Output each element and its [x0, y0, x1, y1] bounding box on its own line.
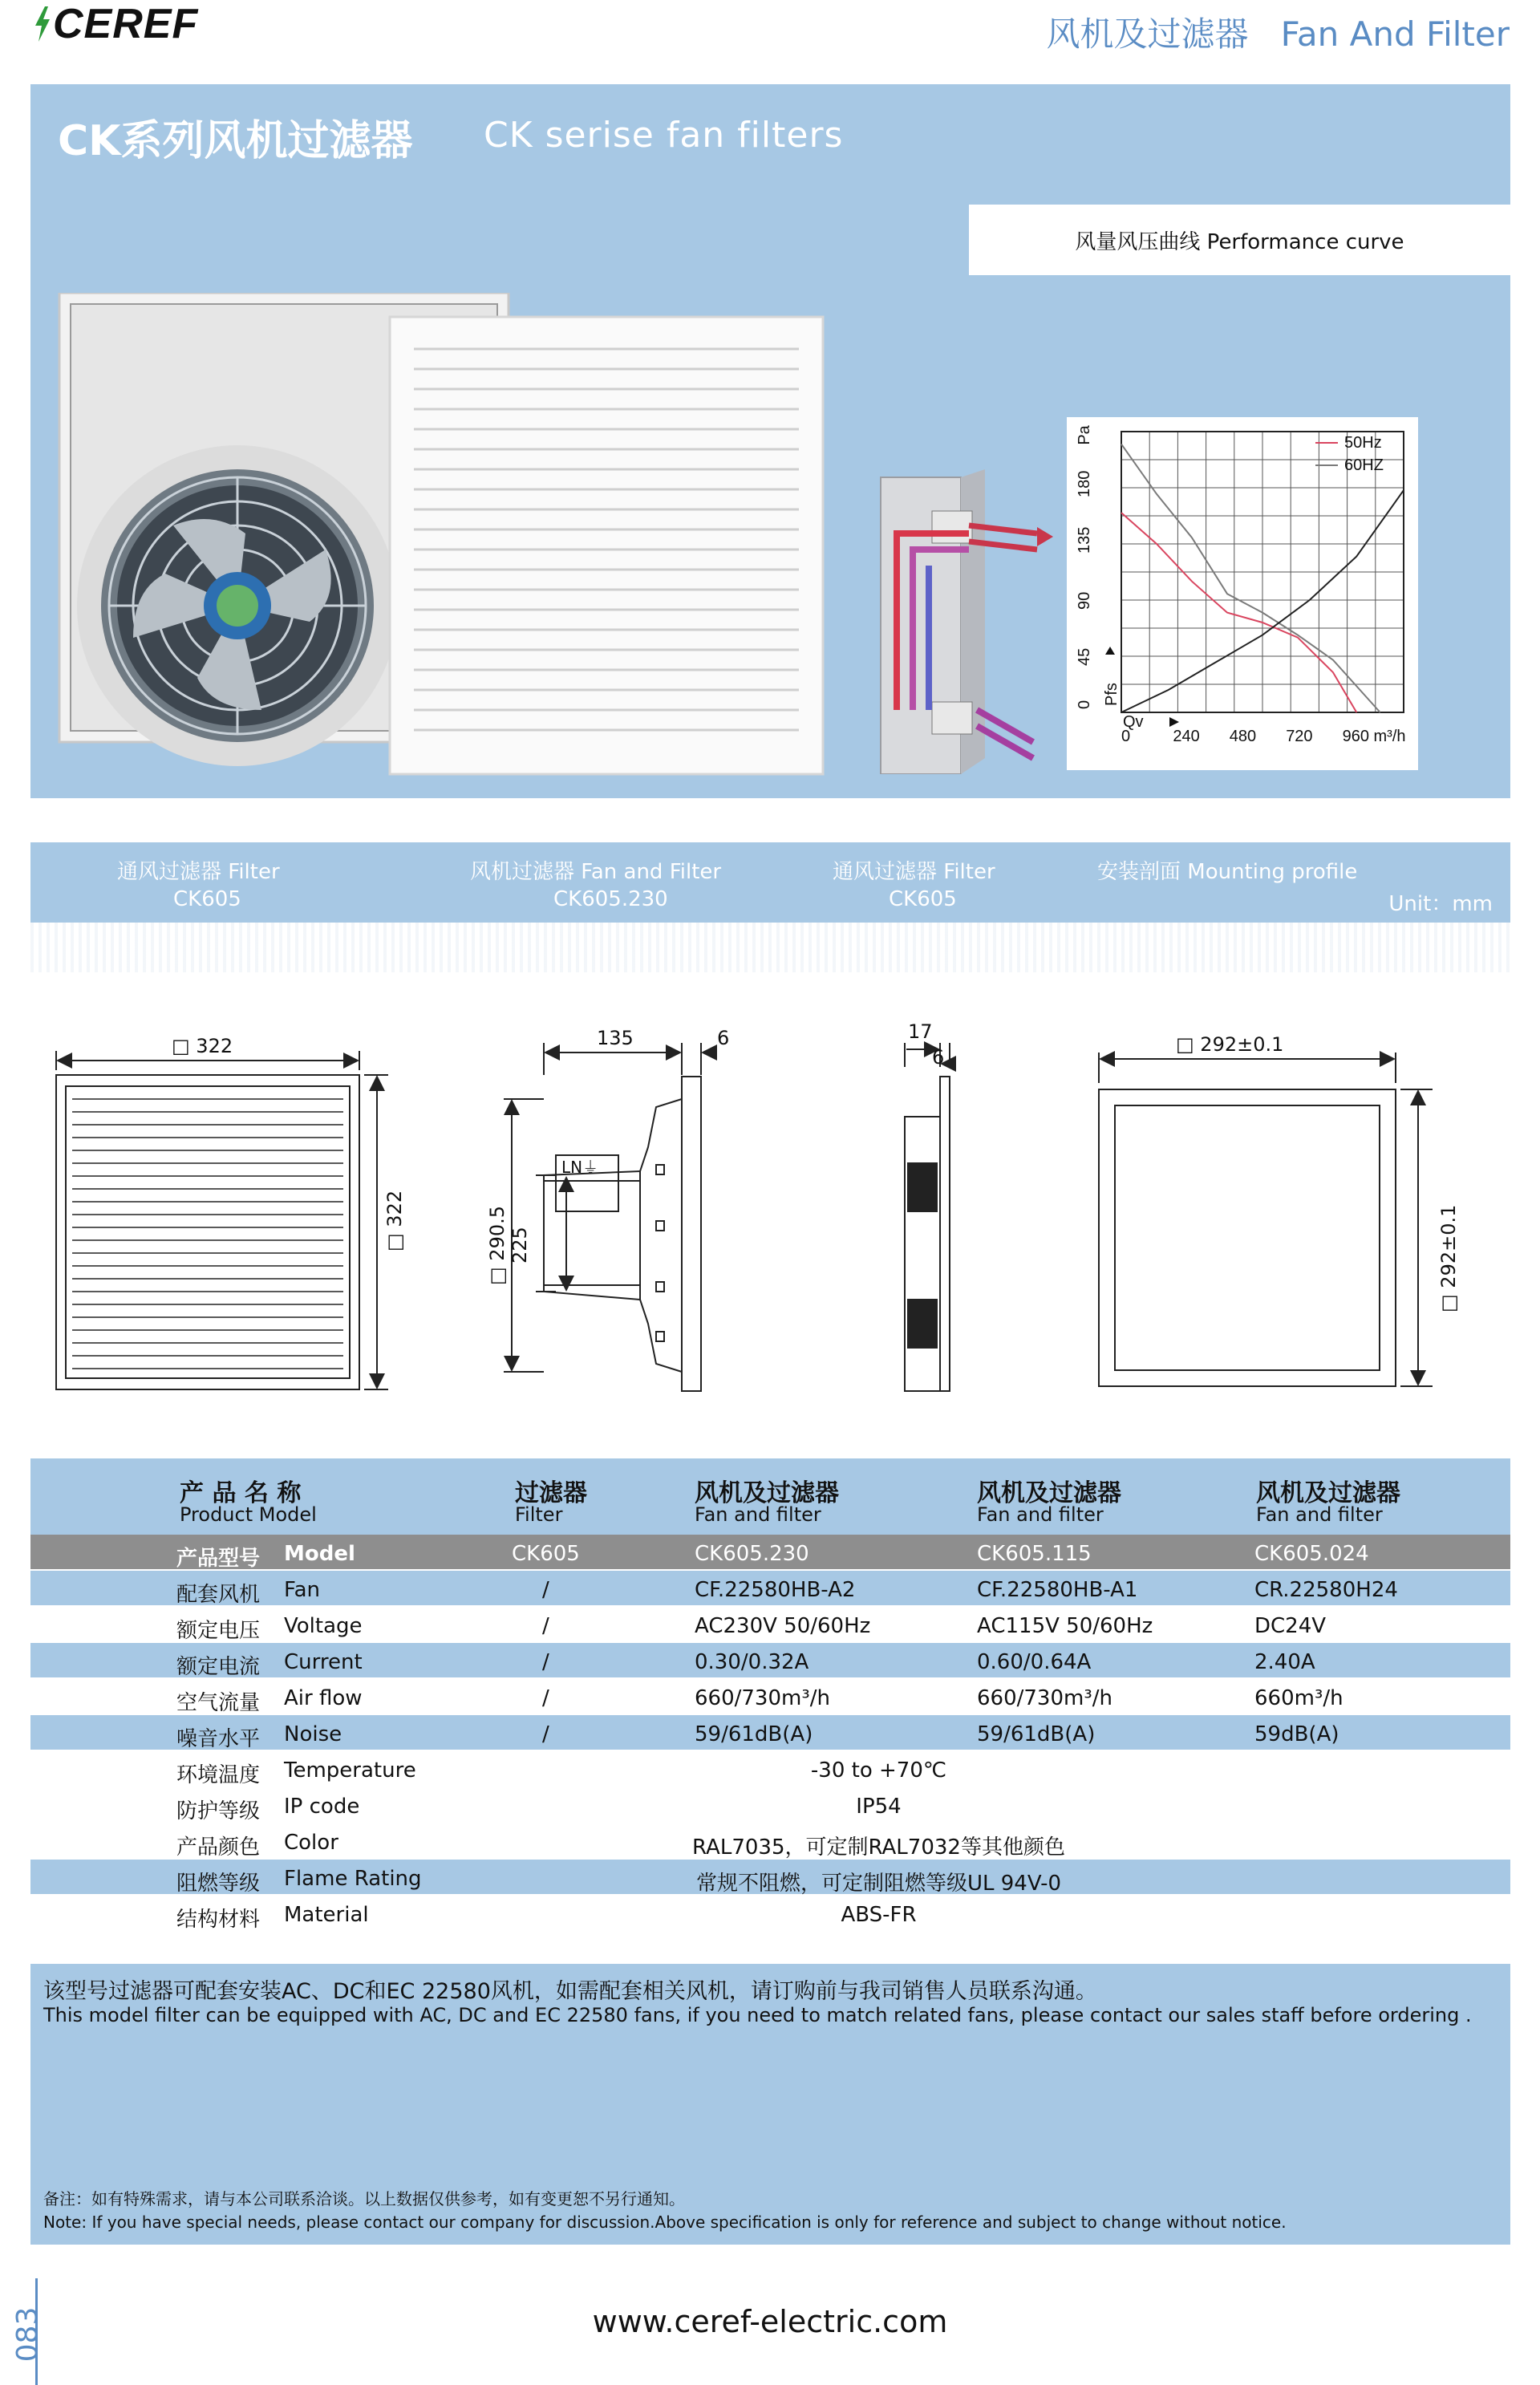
header-col3-cn: 风机及过滤器	[977, 1479, 1121, 1507]
row-label-cn: 配套风机	[176, 1583, 261, 1607]
header-col4-cn: 风机及过滤器	[1256, 1479, 1400, 1507]
dim-cutout-width: □ 292±0.1	[1176, 1033, 1284, 1056]
cell-col4: DC24V	[1254, 1614, 1327, 1638]
dim-fan-depth: 135	[597, 1027, 634, 1049]
row-label-en: Current	[284, 1650, 363, 1674]
row-label-en: Model	[284, 1542, 355, 1566]
y-axis-label: Pfs	[1103, 683, 1121, 706]
table-row	[30, 1896, 1510, 1932]
cell-merged: RAL7035，可定制RAL7032等其他颜色	[692, 1835, 1065, 1860]
cell-col2: 0.30/0.32A	[695, 1650, 809, 1674]
cell-col1: /	[542, 1578, 549, 1602]
table-row	[30, 1860, 1510, 1896]
performance-chart	[1067, 417, 1418, 770]
table-row	[30, 1679, 1510, 1715]
remark-en: Note: If you have special needs, please contact our company for discussion.Above specification is only for reference and subject to change without notice.	[43, 2213, 1287, 2232]
cell-col3: CK605.115	[977, 1542, 1092, 1566]
row-label-cn: 额定电压	[176, 1619, 261, 1643]
page-number: 083	[11, 2306, 44, 2363]
cell-merged: IP54	[856, 1795, 902, 1819]
table-row	[30, 1607, 1510, 1643]
drawing-3-title: 通风过滤器 Filter	[833, 860, 995, 884]
cell-col3: 0.60/0.64A	[977, 1650, 1092, 1674]
series-line-1	[1121, 444, 1380, 712]
technical-drawings	[30, 987, 1510, 1436]
y-tick-label: 45	[1076, 647, 1093, 666]
x-tick-label: 0	[1121, 728, 1131, 745]
header-col3-en: Fan and filter	[977, 1503, 1104, 1526]
cell-col4: 2.40A	[1254, 1650, 1315, 1674]
dim-filter-height: □ 322	[383, 1190, 406, 1251]
decorative-stripe	[30, 923, 1510, 972]
cell-col4: 660m³/h	[1254, 1686, 1343, 1710]
dim-fan-flange: 6	[717, 1027, 730, 1049]
dim-filter-width: □ 322	[172, 1035, 233, 1057]
row-label-en: Voltage	[284, 1614, 363, 1638]
row-label-cn: 额定电流	[176, 1655, 261, 1679]
cell-merged: -30 to +70℃	[810, 1758, 947, 1783]
cell-col1: CK605	[512, 1542, 580, 1566]
cell-col4: CK605.024	[1254, 1542, 1369, 1566]
x-axis-label: Qv	[1123, 713, 1144, 731]
performance-label: 风量风压曲线 Performance curve	[1075, 230, 1404, 254]
row-label-cn: 噪音水平	[176, 1727, 261, 1751]
table-row	[30, 1751, 1510, 1787]
table-row-model	[30, 1535, 1510, 1571]
legend-label: 50Hz	[1344, 434, 1382, 452]
header-product-en: Product Model	[180, 1503, 317, 1526]
terminal-label: LN⏚	[561, 1158, 599, 1177]
row-label-cn: 产品型号	[176, 1547, 261, 1571]
table-row	[30, 1643, 1510, 1679]
row-label-cn: 空气流量	[176, 1691, 261, 1715]
cell-col4: 59dB(A)	[1254, 1722, 1339, 1746]
drawing-header-bar	[30, 842, 1510, 923]
logo-text: CEREF	[53, 1, 199, 47]
row-label-en: IP code	[284, 1795, 360, 1819]
table-row	[30, 1787, 1510, 1823]
y-tick-label: 90	[1076, 591, 1093, 610]
cell-col1: /	[542, 1650, 549, 1674]
table-row	[30, 1823, 1510, 1860]
row-label-en: Temperature	[284, 1758, 416, 1783]
note-cn: 该型号过滤器可配套安装AC、DC和EC 22580风机，如需配套相关风机，请订购前与我司销售人员联系沟通。	[43, 1979, 1097, 2004]
row-label-en: Flame Rating	[284, 1867, 422, 1891]
remark-cn: 备注：如有特殊需求，请与本公司联系洽谈。以上数据仅供参考，如有变更恕不另行通知。	[43, 2189, 685, 2209]
cell-col1: /	[542, 1722, 549, 1746]
dim-fan-outer: □ 290.5	[486, 1205, 509, 1285]
row-label-cn: 防护等级	[176, 1799, 261, 1823]
product-photo	[53, 293, 831, 790]
header-product-cn: 产 品 名 称	[180, 1479, 302, 1507]
lightning-icon	[34, 6, 51, 42]
y-axis-arrow	[1105, 647, 1115, 655]
website-link[interactable]: www.ceref-electric.com	[592, 2304, 948, 2339]
spec-table	[30, 1458, 1510, 1932]
cell-col1: /	[542, 1686, 549, 1710]
cell-merged: 常规不阻燃，可定制阻燃等级UL 94V-0	[695, 1872, 1062, 1896]
dim-fan-inner: 225	[509, 1227, 531, 1263]
x-tick-label: 960 m³/h	[1342, 728, 1406, 745]
x-axis-arrow	[1169, 717, 1179, 727]
row-label-cn: 阻燃等级	[176, 1872, 261, 1896]
x-tick-label: 480	[1229, 728, 1257, 745]
row-label-en: Air flow	[284, 1686, 363, 1710]
legend-label: 60HZ	[1344, 456, 1384, 474]
row-label-en: Material	[284, 1903, 369, 1927]
series-line-0	[1121, 513, 1356, 712]
header-col2-cn: 风机及过滤器	[695, 1479, 839, 1507]
cell-col1: /	[542, 1614, 549, 1638]
row-label-en: Fan	[284, 1578, 320, 1602]
cell-col2: CK605.230	[695, 1542, 809, 1566]
header-col1-en: Filter	[515, 1503, 563, 1526]
drawing-4-title: 安装剖面 Mounting profile	[1097, 860, 1358, 884]
series-title-en: CK serise fan filters	[484, 115, 844, 156]
cell-col2: 660/730m³/h	[695, 1686, 830, 1710]
dim-profile-total: 17	[908, 1020, 933, 1043]
cell-col2: 59/61dB(A)	[695, 1722, 813, 1746]
row-label-cn: 产品颜色	[176, 1835, 261, 1860]
y-tick-label: 0	[1076, 700, 1093, 709]
drawing-1-title: 通风过滤器 Filter	[117, 860, 280, 884]
unit-label: Unit：mm	[1388, 892, 1493, 916]
header-col1-cn: 过滤器	[515, 1479, 587, 1507]
performance-label-box	[969, 205, 1510, 275]
drawing-2-model: CK605.230	[553, 887, 668, 911]
cell-col2: AC230V 50/60Hz	[695, 1614, 871, 1638]
drawing-1-model: CK605	[173, 887, 241, 911]
row-label-en: Noise	[284, 1722, 342, 1746]
cell-col4: CR.22580H24	[1254, 1578, 1398, 1602]
table-row	[30, 1715, 1510, 1751]
dim-profile-flange: 6	[932, 1046, 945, 1069]
header-col2-en: Fan and filter	[695, 1503, 821, 1526]
table-row	[30, 1571, 1510, 1607]
drawing-2-title: 风机过滤器 Fan and Filter	[470, 860, 722, 884]
category-title: 风机及过滤器 Fan And Filter	[1046, 14, 1510, 54]
y-tick-label: 135	[1076, 526, 1093, 554]
table-header	[30, 1458, 1510, 1535]
cell-col2: CF.22580HB-A2	[695, 1578, 856, 1602]
drawing-3-model: CK605	[889, 887, 957, 911]
x-tick-label: 240	[1173, 728, 1200, 745]
cell-col3: 660/730m³/h	[977, 1686, 1112, 1710]
airflow-diagram	[873, 469, 1057, 774]
cell-col3: CF.22580HB-A1	[977, 1578, 1138, 1602]
cell-merged: ABS-FR	[841, 1903, 917, 1927]
notes-panel	[30, 1964, 1510, 2245]
row-label-cn: 环境温度	[176, 1763, 261, 1787]
row-label-cn: 结构材料	[176, 1908, 261, 1932]
y-tick-label: Pa	[1076, 425, 1093, 445]
hero-panel	[30, 84, 1510, 798]
row-label-en: Color	[284, 1831, 338, 1855]
brand-logo	[34, 0, 198, 48]
x-tick-label: 720	[1286, 728, 1313, 745]
cell-col3: 59/61dB(A)	[977, 1722, 1096, 1746]
header-col4-en: Fan and filter	[1256, 1503, 1383, 1526]
note-en: This model filter can be equipped with AC, DC and EC 22580 fans, if you need to match related fans, please contact our sales staff before ordering .	[43, 2004, 1472, 2026]
dim-cutout-height: □ 292±0.1	[1437, 1204, 1460, 1312]
cell-col3: AC115V 50/60Hz	[977, 1614, 1153, 1638]
performance-chart-svg	[1067, 417, 1418, 770]
series-title-cn: CK系列风机过滤器	[58, 117, 413, 165]
y-tick-label: 180	[1076, 470, 1093, 497]
